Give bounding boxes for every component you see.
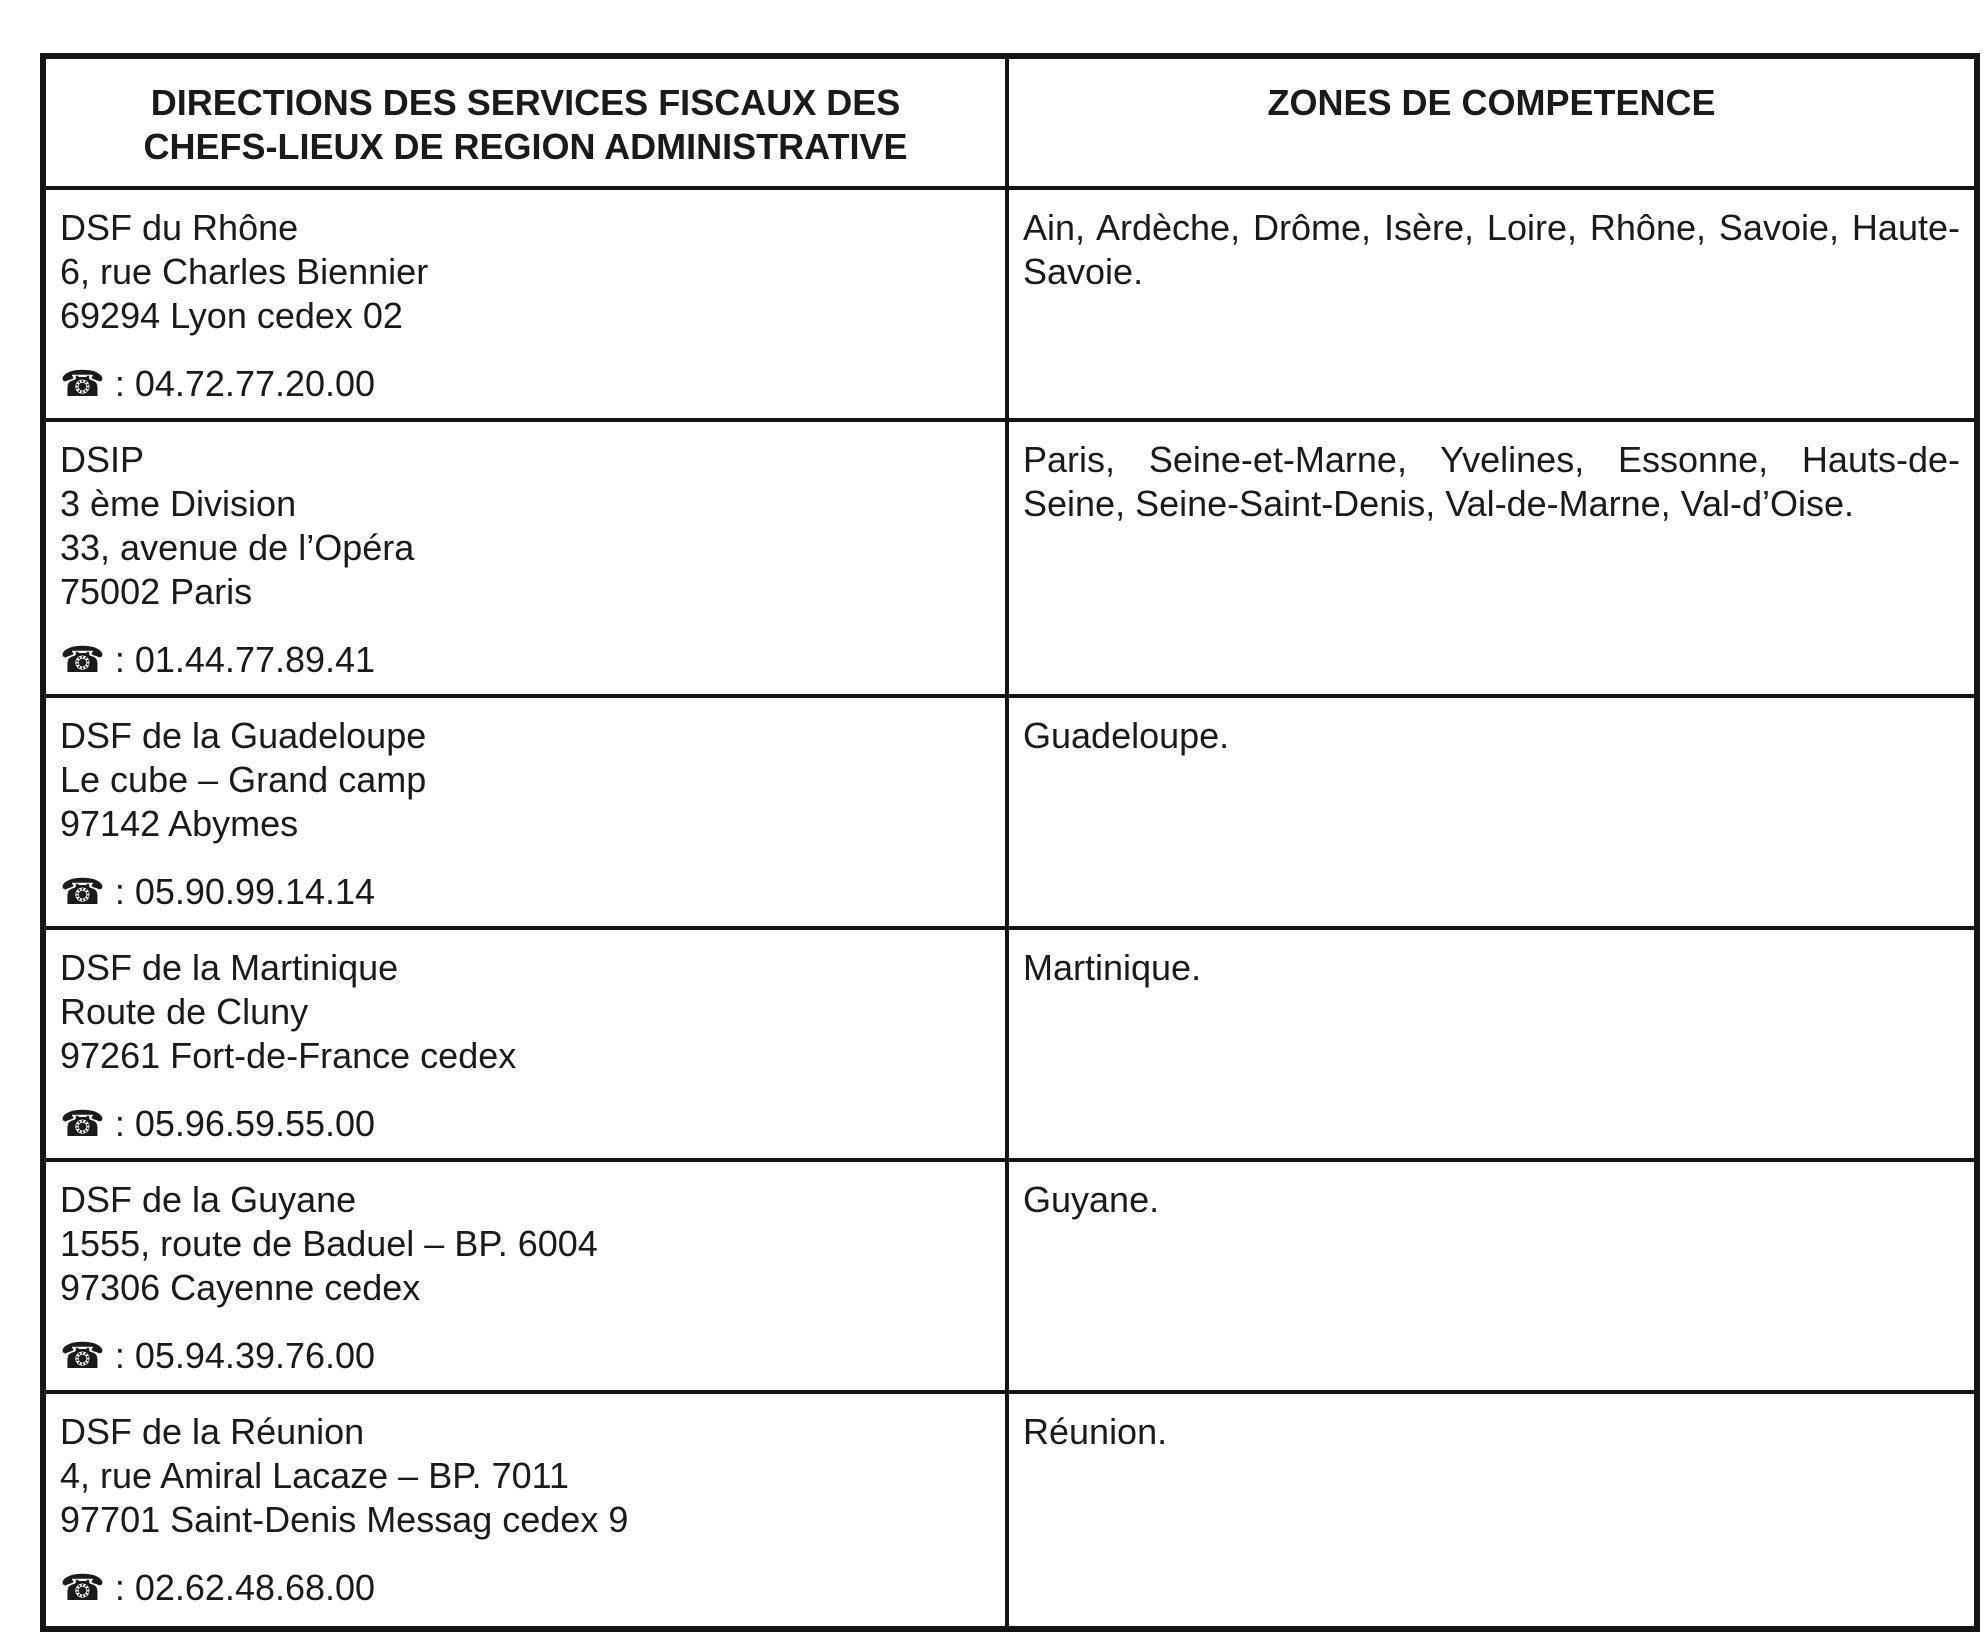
address-line: 75002 Paris: [60, 571, 253, 612]
address-line: 6, rue Charles Biennier: [60, 251, 429, 292]
address-line: 69294 Lyon cedex 02: [60, 295, 403, 336]
direction-name: DSF de la Martinique: [60, 947, 399, 988]
address-line: 97306 Cayenne cedex: [60, 1267, 421, 1308]
direction-name: DSF de la Réunion: [60, 1411, 365, 1452]
direction-name: DSIP: [60, 439, 145, 480]
table-header-row: [43, 56, 1977, 188]
zones-cell: [1007, 696, 1977, 928]
zones-text: Martinique.: [1023, 947, 1202, 988]
table-row: [43, 696, 1977, 928]
address-line: 3 ème Division: [60, 483, 297, 524]
direction-cell: [43, 188, 1007, 420]
direction-name: DSF de la Guadeloupe: [60, 715, 427, 756]
direction-cell: [43, 420, 1007, 696]
direction-cell: [43, 696, 1007, 928]
table-row: [43, 1392, 1977, 1629]
zones-text: Guadeloupe.: [1023, 715, 1230, 756]
table-row: [43, 928, 1977, 1160]
header-directions: DIRECTIONS DES SERVICES FISCAUX DES CHEFS-LIEUX DE REGION ADMINISTRATIVE: [43, 56, 1007, 188]
phone-number: ☎ : 05.96.59.55.00: [60, 1103, 376, 1144]
direction-cell: [43, 928, 1007, 1160]
phone-number: ☎ : 02.62.48.68.00: [60, 1567, 376, 1608]
zones-text: Ain, Ardèche, Drôme, Isère, Loire, Rhône, Savoie, Haute-Savoie.: [1023, 207, 1960, 292]
phone-number: ☎ : 05.94.39.76.00: [60, 1335, 376, 1376]
zones-text: Guyane.: [1023, 1179, 1160, 1220]
table-row: [43, 188, 1977, 420]
header-zones: ZONES DE COMPETENCE: [1007, 56, 1977, 188]
direction-cell: [43, 1392, 1007, 1629]
address-line: 33, avenue de l’Opéra: [60, 527, 415, 568]
address-line: 97142 Abymes: [60, 803, 299, 844]
address-line: Le cube – Grand camp: [60, 759, 427, 800]
zones-cell: [1007, 1160, 1977, 1392]
address-line: 97261 Fort-de-France cedex: [60, 1035, 517, 1076]
zones-cell: [1007, 1392, 1977, 1629]
table-row: [43, 420, 1977, 696]
direction-cell: [43, 1160, 1007, 1392]
fiscal-directions-table: [40, 53, 1980, 1632]
address-line: 97701 Saint-Denis Messag cedex 9: [60, 1499, 629, 1540]
zones-text: Réunion.: [1023, 1411, 1168, 1452]
zones-cell: [1007, 928, 1977, 1160]
address-line: 1555, route de Baduel – BP. 6004: [60, 1223, 598, 1264]
zones-text: Paris, Seine-et-Marne, Yvelines, Essonne, Hauts-de-Seine, Seine-Saint-Denis, Val-de-Marne, Val-d’Oise.: [1023, 439, 1960, 524]
direction-name: DSF de la Guyane: [60, 1179, 357, 1220]
table-row: [43, 1160, 1977, 1392]
address-line: Route de Cluny: [60, 991, 309, 1032]
zones-cell: [1007, 420, 1977, 696]
direction-name: DSF du Rhône: [60, 207, 299, 248]
zones-cell: [1007, 188, 1977, 420]
address-line: 4, rue Amiral Lacaze – BP. 7011: [60, 1455, 569, 1496]
phone-number: ☎ : 05.90.99.14.14: [60, 871, 376, 912]
phone-number: ☎ : 01.44.77.89.41: [60, 639, 376, 680]
phone-number: ☎ : 04.72.77.20.00: [60, 363, 376, 404]
